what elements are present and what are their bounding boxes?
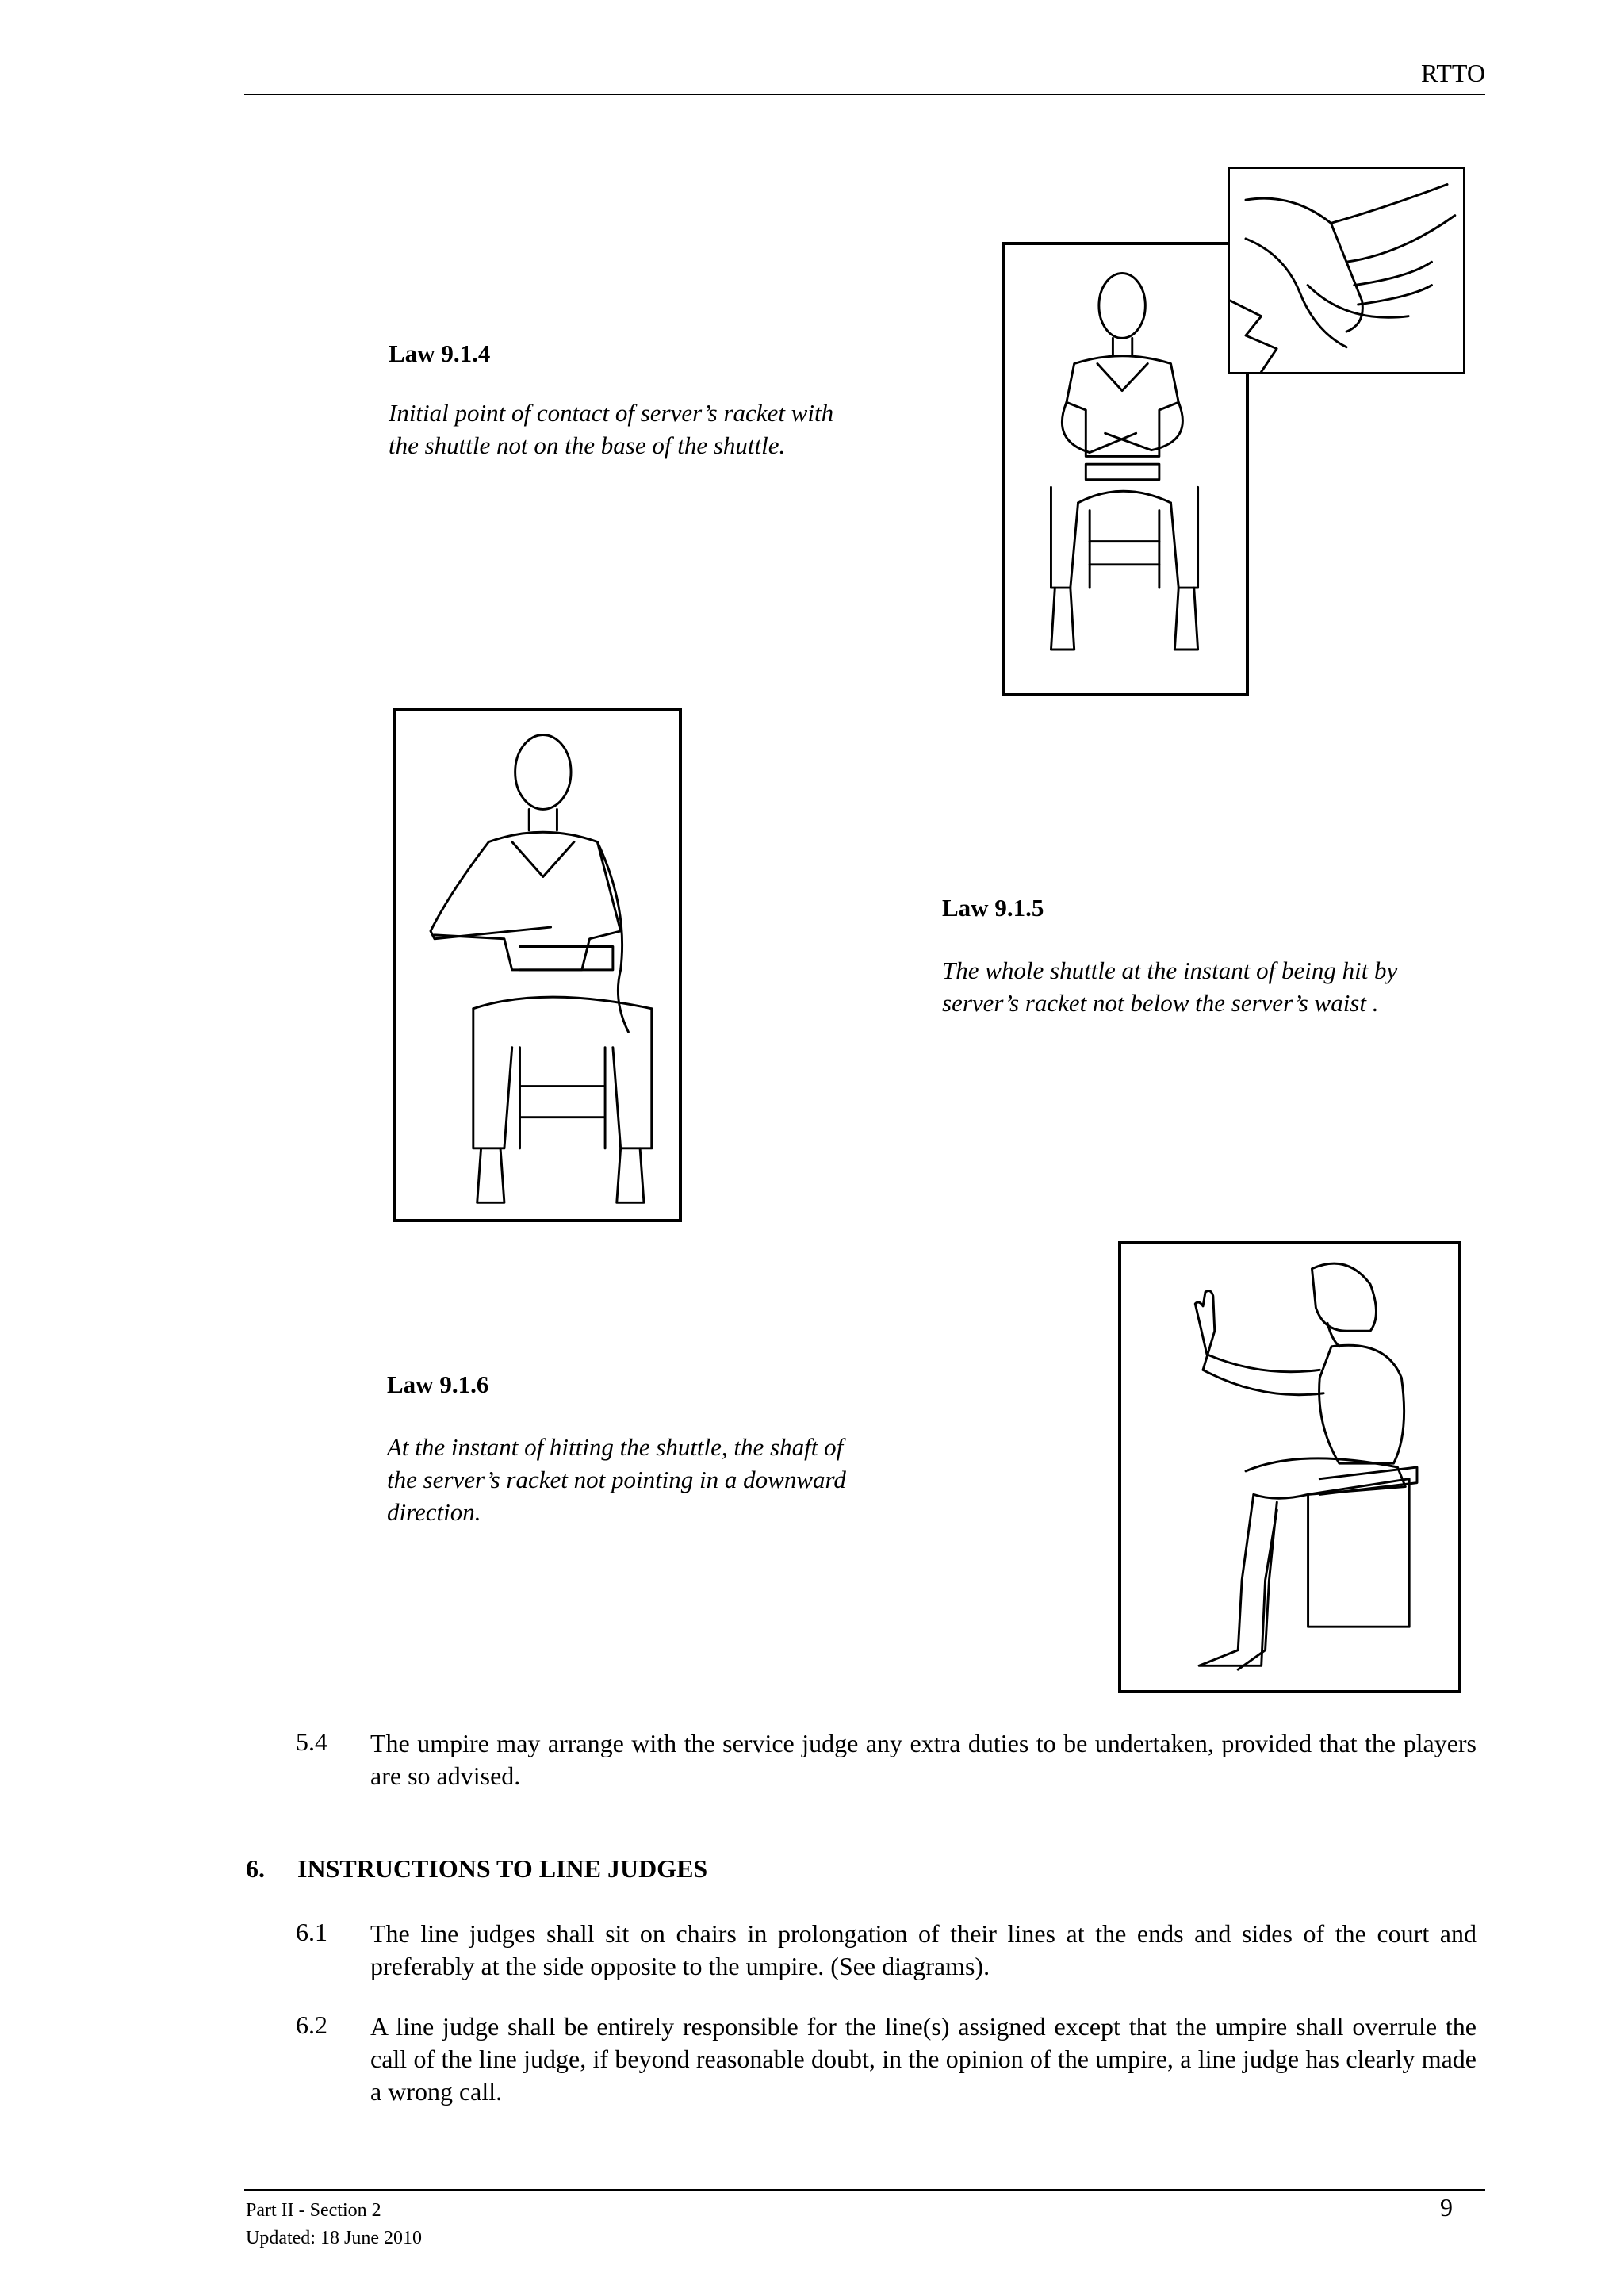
figure-hands-closeup-inset [1228,167,1465,374]
footer-rule [244,2189,1485,2191]
footer-part: Part II - Section 2 [246,2200,381,2221]
paragraph-5-4-text: The umpire may arrange with the service judge any extra duties to be undertaken, provided that the players are so advised. [370,1729,1477,1790]
footer-updated: Updated: 18 June 2010 [246,2228,422,2248]
seated-woman-illustration [1121,1244,1458,1690]
section-6-number: 6. [246,1854,265,1883]
law-9-1-4-title: Law 9.1.4 [389,339,491,367]
paragraph-5-4-number: 5.4 [296,1727,327,1756]
law-9-1-5-title: Law 9.1.5 [942,894,1044,922]
figure-seated-hand-across-waist [393,708,682,1222]
law-9-1-6-title: Law 9.1.6 [387,1370,489,1398]
footer-info [246,2197,422,2252]
law-9-1-5-description: The whole shuttle at the instant of being hit by server’s racket not below the server’s waist . [942,956,1398,1017]
hands-closeup-illustration [1230,169,1463,372]
law-9-1-4-description: Initial point of contact of server’s racket with the shuttle not on the base of the shuttle. [389,399,834,459]
figure-seated-woman-raised-hand [1118,1241,1461,1693]
paragraph-6-2-text: A line judge shall be entirely responsible for the line(s) assigned except that the umpire shall overrule the call of the line judge, if beyond reasonable doubt, in the opinion of the umpire, a line judge has clearly made a wrong call. [370,2012,1477,2106]
paragraph-6-1-number: 6.1 [296,1918,327,1946]
figure-seated-hands-at-waist [1002,242,1249,696]
seated-judge-waist-illustration [396,711,679,1219]
section-6-title: INSTRUCTIONS TO LINE JUDGES [297,1854,708,1883]
seated-judge-illustration [1005,245,1246,693]
law-9-1-6-description: At the instant of hitting the shuttle, the shaft of the server’s racket not pointing in a downward direction. [387,1433,846,1526]
paragraph-6-2-number: 6.2 [296,2010,327,2039]
page-number: 9 [1440,2193,1453,2221]
paragraph-6-1-text: The line judges shall sit on chairs in prolongation of their lines at the ends and sides of the court and preferably at the side opposite to the umpire. (See diagrams). [370,1919,1477,1980]
header-org: RTTO [1420,59,1485,87]
header-rule [244,94,1485,95]
